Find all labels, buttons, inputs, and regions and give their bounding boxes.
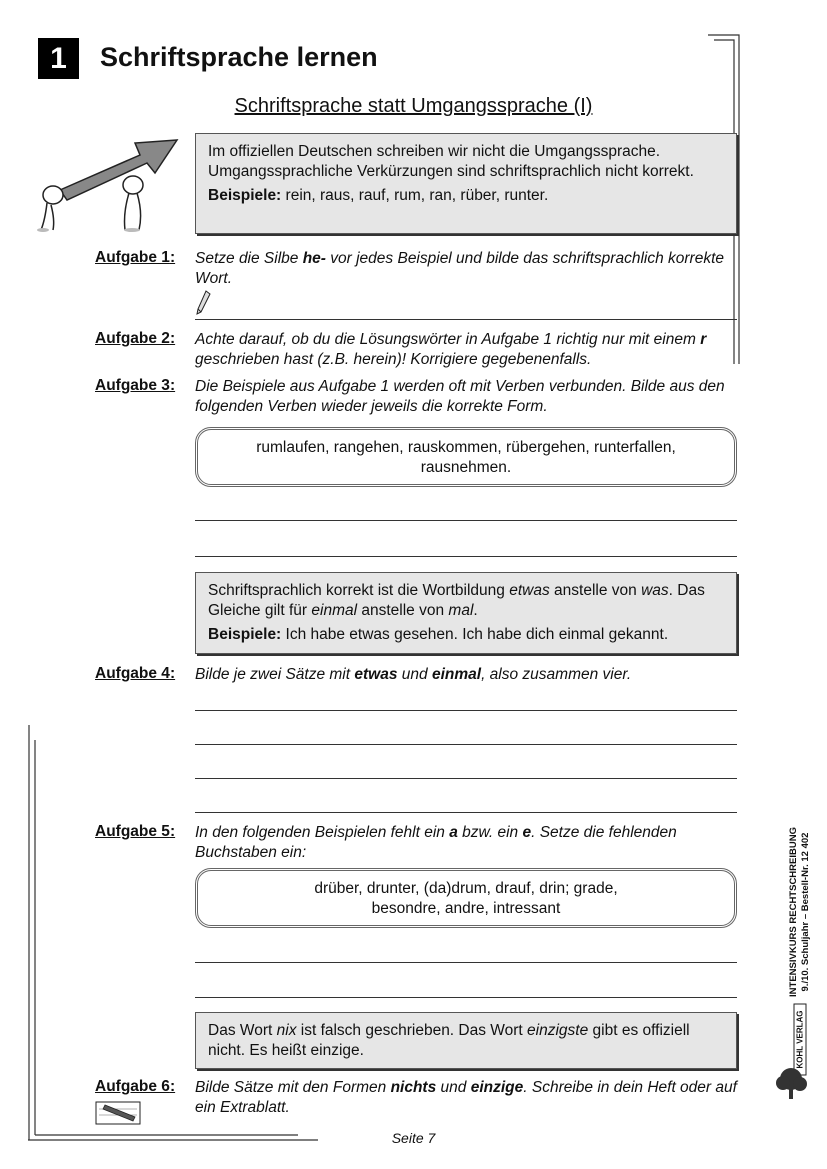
examples-label: Beispiele: [208, 187, 282, 204]
info-box-umgangssprache [195, 133, 737, 234]
verb-list: rumlaufen, rangehen, rauskommen, rübergehen, runterfallen, rausnehmen. [256, 439, 676, 476]
tree-logo-icon [773, 1065, 813, 1101]
side-frame-left [28, 725, 38, 1140]
examples-label: Beispiele: [208, 626, 282, 643]
info-box-etwas-einmal [195, 572, 737, 654]
publisher-sidebar [760, 820, 827, 1005]
task-4-text: Bilde je zwei Sätze mit etwas und einmal, also zusammen vier. [195, 666, 632, 683]
answer-line[interactable] [195, 778, 737, 779]
word-box-missing-letters [195, 868, 737, 928]
answer-line[interactable] [195, 710, 737, 711]
task-5-text: In den folgenden Beispielen fehlt ein a bzw. ein e. Setze die fehlenden Buchstaben ein: [195, 824, 677, 861]
sidebar-order-number: 9./10. Schuljahr – Bestell-Nr. 12 402 [800, 832, 811, 992]
answer-line[interactable] [195, 744, 737, 745]
answer-line[interactable] [195, 812, 737, 813]
task-4-label: Aufgabe 4: [95, 665, 176, 682]
info-examples [208, 625, 724, 645]
info-text: Das Wort nix ist falsch geschrieben. Das Wort einzigste gibt es offiziell nicht. Es heißt einzige. [208, 1022, 690, 1059]
task-2-label: Aufgabe 2: [95, 330, 176, 347]
task-5-label: Aufgabe 5: [95, 823, 176, 840]
chapter-title: Schriftsprache lernen [100, 42, 378, 72]
task-1-text: Setze die Silbe he- vor jedes Beispiel und bilde das schriftsprachlich korrekte Wort. [195, 250, 724, 287]
info-text: Im offiziellen Deutschen schreiben wir nicht die Umgangssprache. Umgangssprachliche Verkürzungen sind schriftsprachlich nicht korrekt. [208, 143, 694, 180]
notebook-writing-icon [95, 1101, 141, 1125]
sidebar-course-title: INTENSIVKURS RECHTSCHREIBUNG [788, 827, 799, 997]
worksheet-subtitle: Schriftsprache statt Umgangssprache (I) [234, 95, 593, 117]
examples-text: rein, raus, rauf, rum, ran, rüber, runter. [281, 187, 549, 204]
pencil-icon [195, 290, 211, 316]
task-3-label: Aufgabe 3: [95, 377, 176, 394]
word-box-verbs [195, 427, 737, 487]
info-box-nix-einzigste [195, 1012, 737, 1069]
chapter-number: 1 [38, 38, 79, 79]
answer-line[interactable] [195, 997, 737, 998]
task-3-text: Die Beispiele aus Aufgabe 1 werden oft mit Verben verbunden. Bilde aus den folgenden Verben wieder jeweils die korrekte Form. [195, 378, 725, 415]
publisher-label-wrap [778, 1010, 818, 1069]
answer-line[interactable] [195, 319, 737, 320]
answer-line[interactable] [195, 962, 737, 963]
task-2-text: Achte darauf, ob du die Lösungswörter in Aufgabe 1 richtig nur mit einem r geschrieben hast (z.B. herein)! Korrigiere gegebenenfalls. [195, 331, 707, 368]
answer-line[interactable] [195, 556, 737, 557]
publisher-name: KOHL VERLAG [794, 1004, 807, 1076]
word-list: drüber, drunter, (da)drum, drauf, drin; grade, besondre, andre, intressant [314, 880, 618, 917]
info-examples [208, 186, 724, 206]
examples-text: Ich habe etwas gesehen. Ich habe dich einmal gekannt. [281, 626, 669, 643]
task-6-text: Bilde Sätze mit den Formen nichts und einzige. Schreibe in dein Heft oder auf ein Extrablatt. [195, 1079, 737, 1116]
info-text: Schriftsprachlich korrekt ist die Wortbildung etwas anstelle von was. Das Gleiche gilt für einmal anstelle von mal. [208, 582, 705, 619]
arrow-figures-illustration [35, 135, 185, 235]
answer-line[interactable] [195, 520, 737, 521]
task-6-label: Aufgabe 6: [95, 1078, 176, 1095]
page-number: Seite 7 [391, 1130, 436, 1146]
task-1-label: Aufgabe 1: [95, 249, 176, 266]
